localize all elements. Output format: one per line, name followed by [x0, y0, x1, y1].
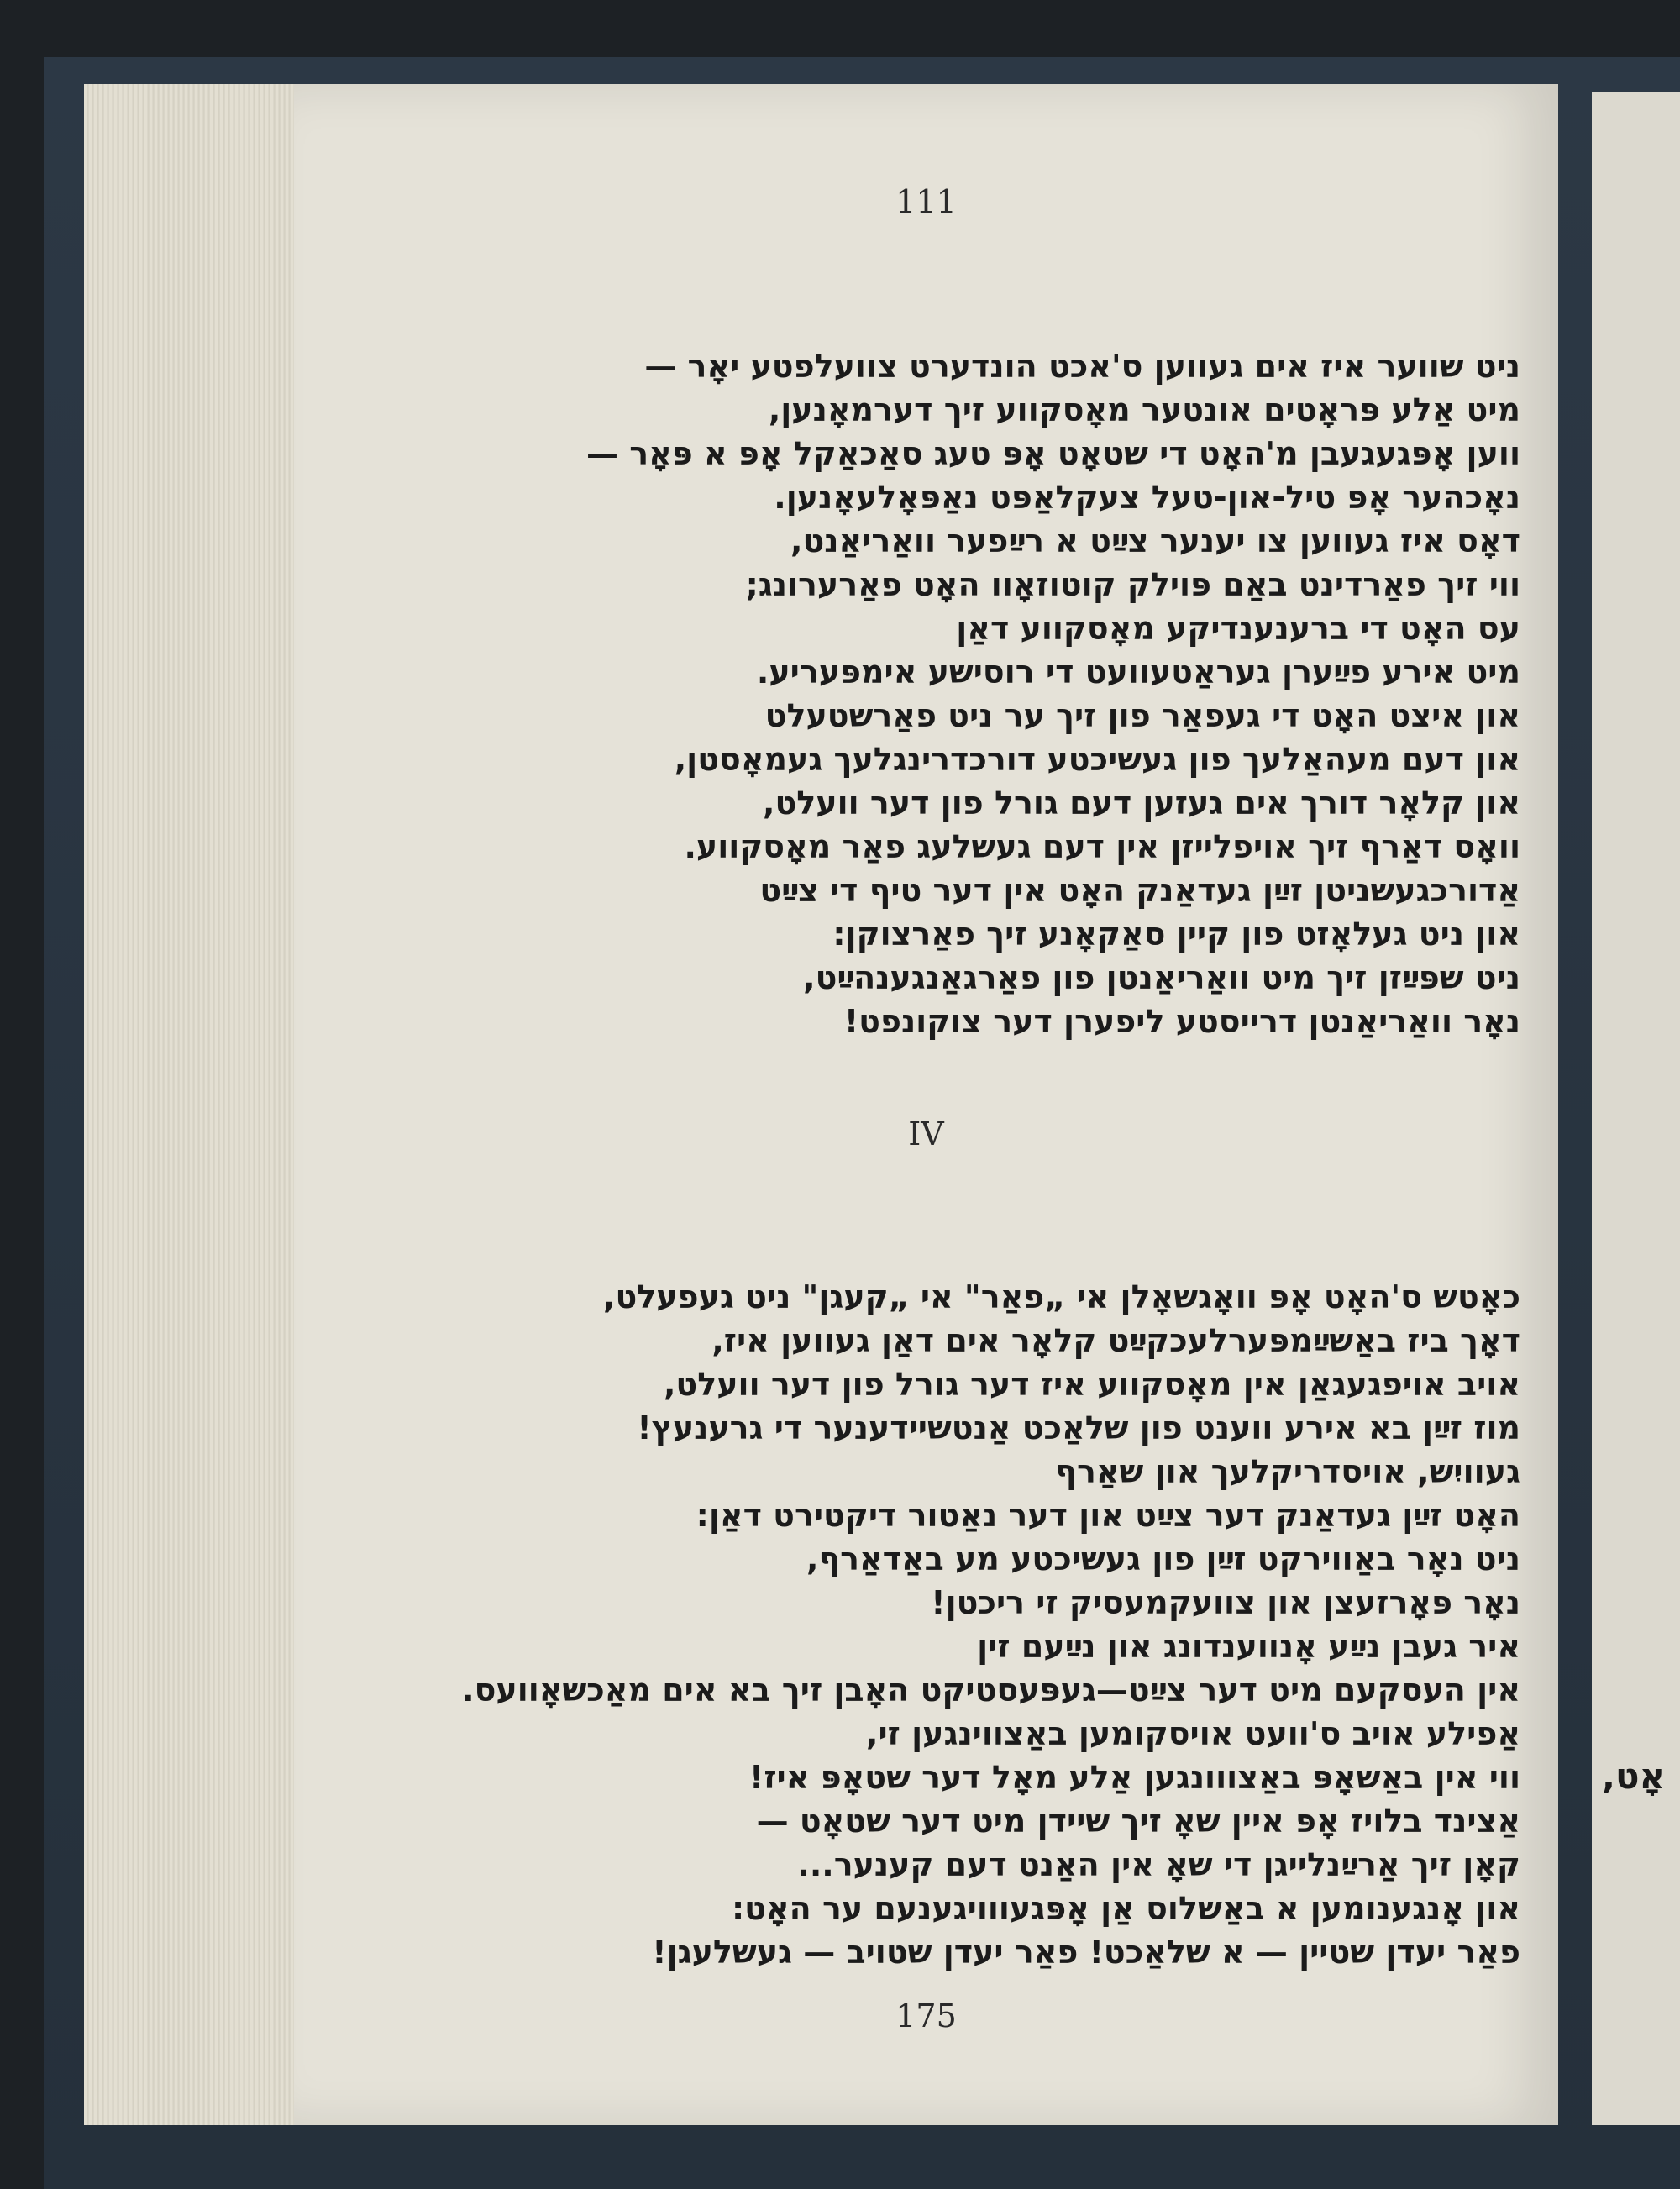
poem-line: געוויִש, אויסדריקלעך און שאַרף [1055, 1453, 1520, 1490]
book-page [294, 84, 1558, 2125]
poem-line: ניט נאָר באַווירקט זײַן פון געשיכטע מע באַדאַרף, [806, 1541, 1520, 1577]
poem-line: און אָנגענומען א באַשלוס אַן אָפּגעווויגענעם ער האָט: [731, 1890, 1520, 1927]
poem-line: און ניט געלאָזט פון קיין סאַקאָנע זיך פאַרצוקן: [832, 916, 1520, 953]
poem-line: ווי זיך פאַרדינט באַם פּוילק קוטוזאָוו האָט פאַרערונג; [745, 566, 1520, 603]
poem-line: מוז זײַן בא אירע ווענט פון שלאַכט אַנטשיידענער די גרענעץ! [637, 1409, 1520, 1446]
poem-stanza-2 [344, 1275, 1520, 1974]
poem-line: מיט אירע פײַערן געראַטעוועט די רוסישע אימפּעריע. [756, 654, 1520, 690]
poem-line: ווען אָפּגעגעבן מ'האָט די שטאָט אָפּ טעג סאַכאַקל אָפּ א פּאָר — [585, 435, 1520, 472]
poem-line: עס האָט די ברענענדיקע מאָסקווע דאַן [956, 610, 1520, 647]
page-edges [84, 84, 302, 2125]
facing-page-edge [1592, 92, 1680, 2125]
poem-line: כאָטש ס'האָט אָפּ וואָגשאָלן אי „פאַר" אי „קעגן" ניט געפעלט, [603, 1278, 1520, 1315]
poem-stanza-1 [344, 344, 1520, 1043]
poem-line: האָט זײַן געדאַנק דער צײַט און דער נאַטור דיקטירט דאַן: [696, 1497, 1520, 1534]
poem-line: איר געבן נײַע אָנווענדונג און נײַעם זין [977, 1628, 1520, 1665]
poem-line: דאָך ביז באַשײַמפּערלעכקײַט קלאָר אים דאַן געווען איז, [711, 1322, 1520, 1359]
poem-line: און דעם מעהאַלעך פון געשיכטע דורכדרינגלעך געמאָסטן, [674, 741, 1520, 778]
section-header-number: 111 [895, 183, 957, 220]
poem-line: דאָס איז געווען צו יענער צײַט א רײַפער וואַריאַנט, [790, 522, 1520, 559]
poem-line: נאָכהער אָפּ טיל-און-טעל צעקלאַפּט נאַפּאָלעאָנען. [774, 479, 1520, 516]
poem-line: אַצינד בלויז אָפּ איין שאָ זיך שיידן מיט דער שטאָט — [756, 1803, 1520, 1840]
page-number: 175 [895, 1997, 957, 2034]
poem-line: ניט שפּײַזן זיך מיט וואַריאַנטן פון פאַרגאַנגענהײַט, [803, 959, 1520, 996]
poem-line: וואָס דאַרף זיך אויפלייזן אין דעם געשלעג פאַר מאָסקווע. [684, 828, 1520, 865]
poem-line: און קלאָר דורך אים געזען דעם גורל פון דער וועלט, [763, 785, 1520, 822]
poem-line: מיט אַלע פּראָטים אונטער מאָסקווע זיך דערמאָנען, [768, 391, 1520, 428]
poem-line: אַדורכגעשניטן זײַן געדאַנק האָט אין דער טיף די צײַט [759, 872, 1520, 909]
poem-line: ווי אין באַשאָפּ באַצווונגען אַלע מאָל דער שטאָפּ איז! [749, 1759, 1520, 1796]
poem-line: אין העסקעם מיט דער צײַט—געפּעסטיקט האָבן זיך בא אים מאַכשאָוועס. [462, 1672, 1520, 1709]
poem-line: אַפילע אויב ס'וועט אויסקומען באַצווינגען זי, [866, 1715, 1520, 1752]
poem-line: אויב אויפגעגאַן אין מאָסקווע איז דער גורל פון דער וועלט, [664, 1366, 1520, 1403]
poem-line: ניט שווער איז אים געווען ס'אכט הונדערט צוועלפטע יאָר — [644, 348, 1520, 385]
poem-line: נאָר וואַריאַנטן דרייסטע ליפערן דער צוקונפט! [843, 1003, 1520, 1040]
section-mark-iv: IV [908, 1115, 944, 1152]
poem-line: און איצט האָט די געפאַר פון זיך ער ניט פאַרשטעלט [764, 697, 1520, 734]
poem-line: פאַר יעדן שטיין — א שלאַכט! פאַר יעדן שטויב — געשלעגן! [652, 1934, 1520, 1971]
poem-line: קאָן זיך אַרײַנלייגן די שאָ אין האַנט דעם קענער... [797, 1846, 1520, 1883]
poem-line: נאָר פּאָרזעצן און צוועקמעסיק זי ריכטן! [931, 1584, 1520, 1621]
facing-page-text-fragment: אָט, [1602, 1756, 1666, 1797]
